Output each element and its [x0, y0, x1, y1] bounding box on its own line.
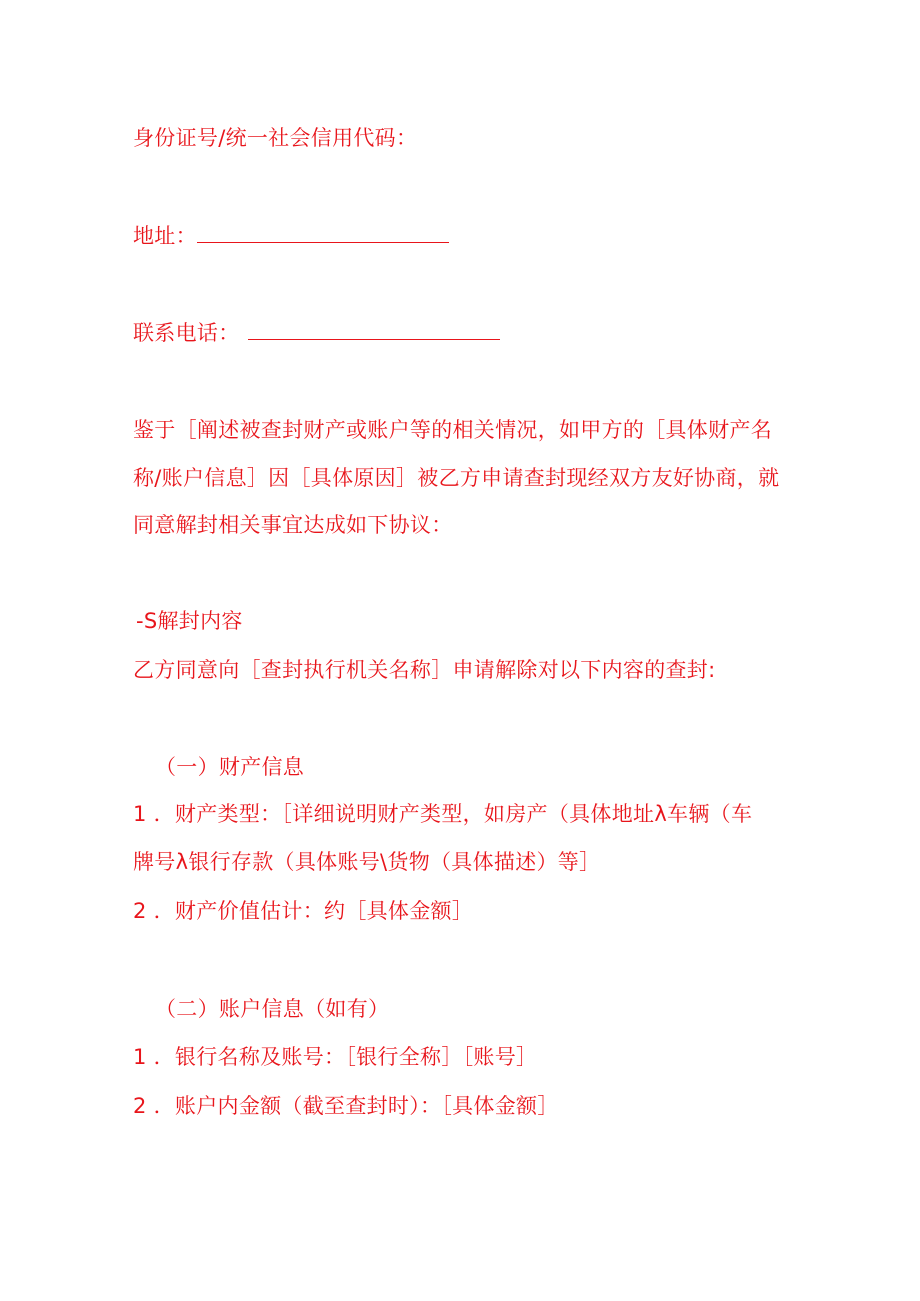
intro-line-3: 同意解封相关事宜达成如下协议： [133, 513, 453, 537]
account-heading: （二）账户信息（如有） [155, 997, 390, 1021]
property-heading: （一）财产信息 [155, 755, 305, 779]
intro-line-1: 鉴于［阐述被查封财产或账户等的相关情况，如甲方的［具体财产名 [133, 418, 772, 442]
intro-line-2: 称/账户信息］因［具体原因］被乙方申请查封现经双方友好协商，就 [133, 466, 780, 490]
address-field [133, 222, 449, 250]
phone-label: 联系电话： [133, 321, 240, 345]
id-number-field [133, 124, 417, 152]
phone-field [133, 319, 500, 347]
address-blank-line [197, 222, 449, 243]
property-item-1b: 牌号λ银行存款（具体账号\货物（具体描述）等］ [133, 850, 601, 874]
section-body: 乙方同意向［查封执行机关名称］申请解除对以下内容的查封: [133, 658, 716, 682]
section-title: -S解封内容 [136, 609, 243, 633]
property-item-2: 2 ．财产价值估计：约［具体金额］ [133, 899, 474, 923]
phone-blank-line [248, 319, 500, 340]
account-item-2: 2 ．账户内金额（截至查封时）：［具体金额］ [133, 1094, 559, 1118]
id-number-label: 身份证号/统一社会信用代码： [133, 126, 418, 150]
account-item-1: 1 ．银行名称及账号：［银行全称］［账号］ [133, 1045, 538, 1069]
property-item-1a: 1 ．财产类型：［详细说明财产类型，如房产（具体地址λ车辆（车 [133, 802, 753, 826]
address-label: 地址： [133, 224, 197, 248]
